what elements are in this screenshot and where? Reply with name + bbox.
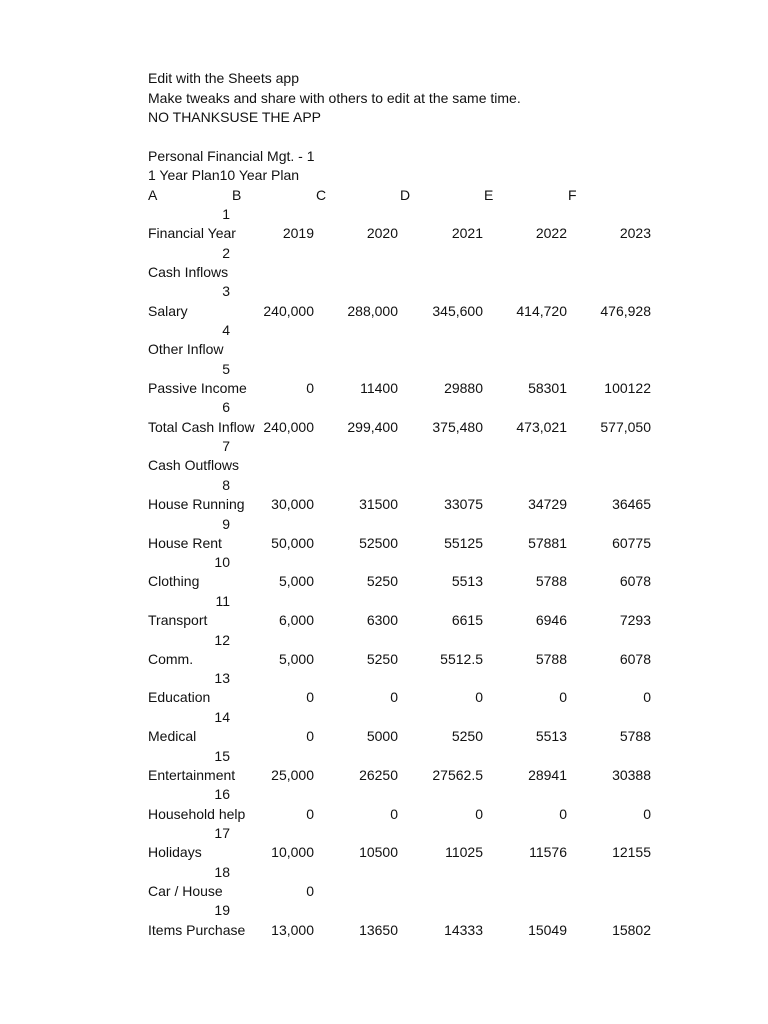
cell-value[interactable]: 25,000 bbox=[271, 766, 314, 783]
banner-title: Edit with the Sheets app bbox=[148, 70, 299, 86]
cell-value[interactable]: 240,000 bbox=[263, 302, 314, 319]
row-label[interactable]: Passive Income bbox=[148, 379, 247, 396]
column-header-d[interactable]: D bbox=[400, 186, 411, 203]
cell-value[interactable]: 29880 bbox=[444, 379, 483, 396]
table-row bbox=[148, 882, 668, 902]
cell-value[interactable]: 2021 bbox=[451, 225, 483, 242]
row-label[interactable]: Financial Year bbox=[148, 225, 236, 242]
cell-value[interactable]: 0 bbox=[306, 805, 314, 822]
column-headers bbox=[148, 186, 668, 206]
row-label[interactable]: Education bbox=[148, 689, 211, 706]
cell-value[interactable]: 240,000 bbox=[263, 418, 314, 435]
row-number: 15 bbox=[214, 747, 230, 764]
document-page bbox=[148, 69, 668, 940]
table-row bbox=[148, 534, 668, 554]
cell-value[interactable]: 6078 bbox=[619, 650, 651, 667]
row-label[interactable]: Transport bbox=[148, 612, 208, 629]
cell-value[interactable]: 33075 bbox=[444, 496, 483, 512]
cell-value[interactable]: 10500 bbox=[359, 844, 398, 861]
cell-value[interactable]: 476,928 bbox=[600, 302, 651, 319]
table-row bbox=[148, 611, 668, 631]
table-row bbox=[148, 921, 668, 941]
table-row bbox=[148, 495, 668, 515]
cell-value[interactable]: 577,050 bbox=[600, 418, 651, 435]
table-row bbox=[148, 379, 668, 399]
table-row bbox=[148, 302, 668, 322]
row-number: 8 bbox=[222, 476, 230, 493]
table-row bbox=[148, 263, 668, 283]
row-label[interactable]: Clothing bbox=[148, 573, 200, 590]
cell-value[interactable]: 5513 bbox=[451, 573, 483, 590]
tab-10-year-plan[interactable]: 10 Year Plan bbox=[219, 167, 300, 183]
cell-value[interactable]: 0 bbox=[306, 728, 314, 745]
column-header-c[interactable]: C bbox=[316, 186, 327, 203]
cell-value[interactable]: 2022 bbox=[535, 225, 567, 242]
cell-value[interactable]: 58301 bbox=[528, 379, 567, 396]
row-label[interactable]: Cash Outflows bbox=[148, 457, 240, 474]
row-number: 4 bbox=[222, 322, 230, 339]
cell-value[interactable]: 5788 bbox=[535, 573, 567, 590]
cell-value[interactable]: 5250 bbox=[366, 650, 398, 667]
cell-value[interactable]: 14333 bbox=[444, 921, 483, 938]
table-row bbox=[148, 340, 668, 360]
cell-value[interactable]: 5788 bbox=[535, 650, 567, 667]
cell-value[interactable]: 0 bbox=[306, 689, 314, 706]
row-label[interactable]: Cash Inflows bbox=[148, 263, 229, 280]
banner-actions bbox=[148, 108, 668, 128]
cell-value[interactable]: 5000 bbox=[366, 728, 398, 745]
cell-value[interactable]: 5513 bbox=[535, 728, 567, 745]
cell-value[interactable]: 5512.5 bbox=[440, 650, 483, 667]
cell-value[interactable]: 6946 bbox=[535, 612, 567, 629]
row-label[interactable]: Comm. bbox=[148, 650, 194, 667]
cell-value[interactable]: 5250 bbox=[451, 728, 483, 745]
cell-value[interactable]: 2023 bbox=[619, 225, 651, 242]
cell-value[interactable]: 31500 bbox=[359, 496, 398, 512]
cell-value[interactable]: 0 bbox=[559, 689, 567, 706]
row-number: 5 bbox=[222, 360, 230, 377]
tab-1-year-plan[interactable]: 1 Year Plan bbox=[148, 167, 220, 183]
row-number: 12 bbox=[214, 631, 230, 648]
row-number: 19 bbox=[214, 902, 230, 919]
cell-value[interactable]: 26250 bbox=[359, 766, 398, 783]
row-number: 3 bbox=[222, 283, 230, 300]
cell-value[interactable]: 0 bbox=[390, 805, 398, 822]
row-number: 11 bbox=[215, 592, 230, 609]
cell-value[interactable]: 0 bbox=[306, 882, 314, 899]
cell-value[interactable]: 5250 bbox=[366, 573, 398, 590]
banner-subtitle: Make tweaks and share with others to edit at the same time. bbox=[148, 89, 521, 106]
table-row bbox=[148, 805, 668, 825]
cell-value[interactable]: 2019 bbox=[282, 225, 314, 242]
cell-value[interactable]: 6615 bbox=[451, 612, 483, 629]
cell-value[interactable]: 34729 bbox=[528, 496, 567, 512]
table-row bbox=[148, 766, 668, 786]
sheet-tabs bbox=[148, 166, 668, 186]
cell-value[interactable]: 299,400 bbox=[347, 418, 398, 435]
row-number: 6 bbox=[222, 399, 230, 416]
row-number: 7 bbox=[222, 438, 230, 455]
cell-value[interactable]: 0 bbox=[306, 379, 314, 396]
cell-value[interactable]: 30,000 bbox=[271, 496, 314, 512]
row-number: 2 bbox=[222, 244, 230, 261]
table-row bbox=[148, 572, 668, 592]
column-header-b[interactable]: B bbox=[232, 186, 242, 203]
row-label[interactable]: Medical bbox=[148, 728, 197, 745]
cell-value[interactable]: 11400 bbox=[360, 379, 398, 396]
row-number: 14 bbox=[214, 708, 230, 725]
cell-value[interactable]: 288,000 bbox=[347, 302, 398, 319]
cell-value[interactable]: 414,720 bbox=[516, 302, 567, 319]
cell-value[interactable]: 57881 bbox=[528, 534, 567, 551]
row-number: 18 bbox=[214, 863, 230, 880]
cell-value[interactable]: 27562.5 bbox=[432, 766, 483, 783]
sheet-grid bbox=[148, 205, 668, 940]
row-label[interactable]: House Rent bbox=[148, 534, 222, 551]
cell-value[interactable]: 11576 bbox=[529, 844, 567, 861]
row-number: 10 bbox=[214, 554, 230, 571]
document-title: Personal Financial Mgt. - 1 bbox=[148, 147, 315, 164]
cell-value[interactable]: 6300 bbox=[366, 612, 398, 629]
cell-value[interactable]: 15049 bbox=[528, 921, 567, 938]
row-label[interactable]: House Running bbox=[148, 496, 245, 512]
table-row bbox=[148, 688, 668, 708]
row-label[interactable]: Total Cash Inflow bbox=[148, 418, 255, 435]
cell-value[interactable]: 2020 bbox=[366, 225, 398, 242]
row-number: 13 bbox=[214, 670, 230, 687]
cell-value[interactable]: 55125 bbox=[444, 534, 483, 551]
row-number: 9 bbox=[222, 515, 230, 532]
cell-value[interactable]: 7293 bbox=[619, 612, 651, 629]
cell-value[interactable]: 100122 bbox=[604, 379, 651, 396]
column-header-e[interactable]: E bbox=[484, 186, 494, 203]
cell-value[interactable]: 0 bbox=[559, 805, 567, 822]
table-row bbox=[148, 456, 668, 476]
row-label[interactable]: Salary bbox=[148, 302, 188, 319]
use-app-button[interactable]: USE THE APP bbox=[229, 109, 321, 125]
cell-value[interactable]: 6,000 bbox=[278, 612, 314, 629]
cell-value[interactable]: 375,480 bbox=[432, 418, 483, 435]
cell-value[interactable]: 10,000 bbox=[271, 844, 314, 861]
cell-value[interactable]: 0 bbox=[643, 805, 651, 822]
cell-value[interactable]: 12155 bbox=[612, 844, 651, 861]
row-number: 16 bbox=[214, 786, 230, 803]
cell-value[interactable]: 0 bbox=[390, 689, 398, 706]
column-header-f[interactable]: F bbox=[568, 186, 577, 203]
row-label[interactable]: Holidays bbox=[148, 844, 202, 861]
cell-value[interactable]: 13650 bbox=[359, 921, 398, 938]
row-label[interactable]: Other Inflow bbox=[148, 341, 224, 358]
row-label[interactable]: Household help bbox=[148, 805, 246, 822]
cell-value[interactable]: 52500 bbox=[359, 534, 398, 551]
row-number: 1 bbox=[222, 206, 230, 222]
table-row bbox=[148, 727, 668, 747]
cell-value[interactable]: 15802 bbox=[612, 921, 651, 938]
no-thanks-button[interactable]: NO THANKS bbox=[148, 109, 230, 125]
cell-value[interactable]: 60775 bbox=[612, 534, 651, 551]
row-label[interactable]: Entertainment bbox=[148, 766, 236, 783]
column-header-a[interactable]: A bbox=[148, 186, 158, 203]
row-label[interactable]: Car / House bbox=[148, 882, 223, 899]
cell-value[interactable]: 0 bbox=[475, 689, 483, 706]
table-row bbox=[148, 650, 668, 670]
cell-value[interactable]: 5,000 bbox=[278, 573, 314, 590]
cell-value[interactable]: 0 bbox=[643, 689, 651, 706]
table-row bbox=[148, 418, 668, 438]
cell-value[interactable]: 345,600 bbox=[432, 302, 483, 319]
row-label[interactable]: Items Purchase bbox=[148, 921, 246, 938]
cell-value[interactable]: 5,000 bbox=[278, 650, 314, 667]
cell-value[interactable]: 30388 bbox=[612, 766, 651, 783]
cell-value[interactable]: 13,000 bbox=[271, 921, 314, 938]
cell-value[interactable]: 0 bbox=[475, 805, 483, 822]
cell-value[interactable]: 473,021 bbox=[516, 418, 567, 435]
cell-value[interactable]: 6078 bbox=[619, 573, 651, 590]
cell-value[interactable]: 50,000 bbox=[271, 534, 314, 551]
cell-value[interactable]: 5788 bbox=[619, 728, 651, 745]
row-number: 17 bbox=[214, 825, 230, 841]
table-row bbox=[148, 843, 668, 863]
table-row bbox=[148, 224, 668, 244]
cell-value[interactable]: 11025 bbox=[445, 844, 483, 861]
cell-value[interactable]: 28941 bbox=[528, 766, 567, 783]
cell-value[interactable]: 36465 bbox=[612, 496, 651, 512]
